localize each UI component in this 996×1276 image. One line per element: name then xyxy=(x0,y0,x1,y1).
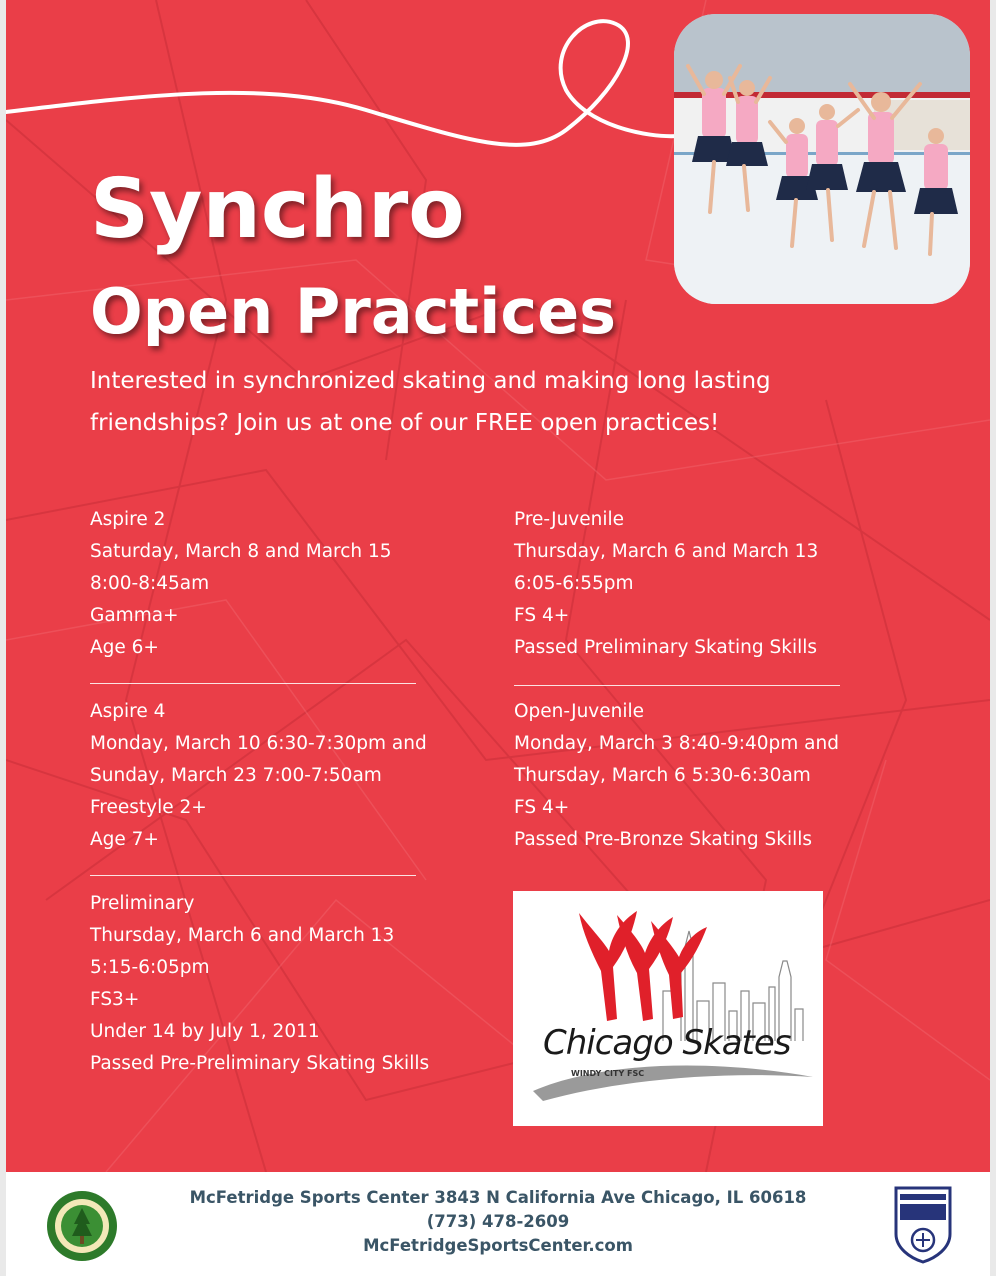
chicago-skates-logo xyxy=(513,891,823,1126)
divider xyxy=(90,875,416,876)
footer-address: McFetridge Sports Center 3843 N California Ave Chicago, IL 60618 xyxy=(189,1188,807,1207)
skyline-skaters-graphic xyxy=(513,891,823,1126)
session-level: FS3+ xyxy=(90,989,140,1010)
session-date: Monday, March 10 6:30-7:30pm and xyxy=(90,733,427,754)
session-level: Gamma+ xyxy=(90,605,179,626)
session-time: 6:05-6:55pm xyxy=(514,573,634,594)
poster-background xyxy=(6,0,990,1172)
session-level: Freestyle 2+ xyxy=(90,797,207,818)
mcfetridge-badge-icon xyxy=(892,1184,954,1264)
session-date: Thursday, March 6 5:30-6:30am xyxy=(514,765,811,786)
session-date: Thursday, March 6 and March 13 xyxy=(514,541,819,562)
session-pre-juvenile xyxy=(514,504,818,664)
divider xyxy=(90,683,416,684)
session-level: FS 4+ xyxy=(514,605,570,626)
session-name: Open-Juvenile xyxy=(514,701,645,722)
session-date: Monday, March 3 8:40-9:40pm and xyxy=(514,733,839,754)
title-open-practices: Open Practices xyxy=(90,275,617,348)
session-requirement: Passed Pre-Bronze Skating Skills xyxy=(514,829,813,850)
divider xyxy=(514,685,840,686)
logo-text: Chicago Skates xyxy=(543,1023,791,1063)
session-requirement: Age 6+ xyxy=(90,637,159,658)
session-time: 8:00-8:45am xyxy=(90,573,210,594)
footer-phone: (773) 478-2609 xyxy=(426,1212,570,1231)
session-requirement: Age 7+ xyxy=(90,829,159,850)
skaters-photo-image xyxy=(674,14,970,304)
footer-website: McFetridgeSportsCenter.com xyxy=(363,1236,633,1255)
session-date: Thursday, March 6 and March 13 xyxy=(90,925,395,946)
logo-subtext: WINDY CITY FSC xyxy=(571,1069,645,1078)
flyer-page xyxy=(6,0,990,1276)
footer xyxy=(6,1172,990,1276)
intro-text: Interested in synchronized skating and making long lasting friendships? Join us at one of our FREE open practices! xyxy=(90,368,771,436)
session-time: 5:15-6:05pm xyxy=(90,957,210,978)
session-name: Preliminary xyxy=(90,893,195,914)
session-preliminary xyxy=(90,888,429,1080)
session-date: Sunday, March 23 7:00-7:50am xyxy=(90,765,382,786)
title-synchro: Synchro xyxy=(90,162,465,257)
session-level: FS 4+ xyxy=(514,797,570,818)
session-date: Saturday, March 8 and March 15 xyxy=(90,541,392,562)
session-aspire-4 xyxy=(90,696,427,856)
skaters-photo xyxy=(674,14,970,304)
session-name: Aspire 4 xyxy=(90,701,166,722)
session-requirement: Under 14 by July 1, 2011 xyxy=(90,1021,320,1042)
session-open-juvenile xyxy=(514,696,839,856)
session-aspire-2 xyxy=(90,504,392,664)
session-name: Aspire 2 xyxy=(90,509,166,530)
session-name: Pre-Juvenile xyxy=(514,509,625,530)
session-requirement: Passed Pre-Preliminary Skating Skills xyxy=(90,1053,430,1074)
session-requirement: Passed Preliminary Skating Skills xyxy=(514,637,818,658)
